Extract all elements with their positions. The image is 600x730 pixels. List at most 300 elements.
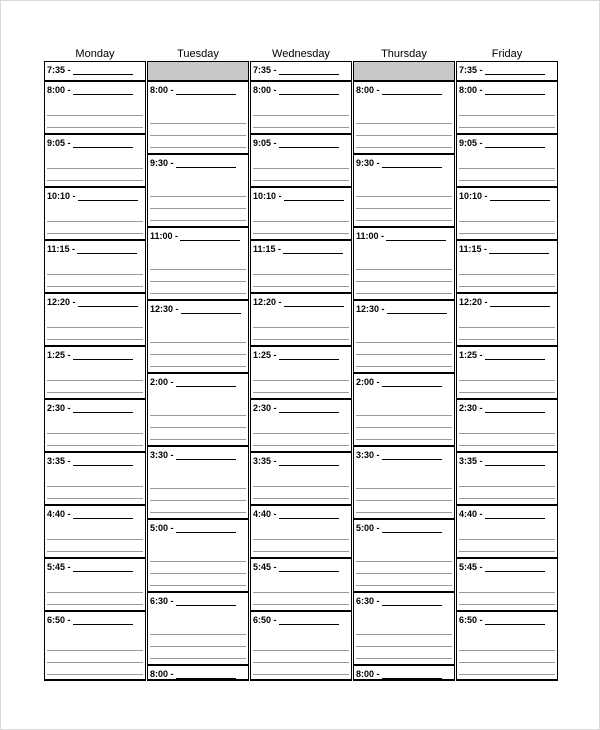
time-label: 1:25 -	[47, 350, 71, 360]
ruled-line	[150, 439, 246, 440]
time-label: 2:00 -	[150, 377, 174, 387]
time-slot[interactable]	[44, 452, 146, 505]
ruled-line	[253, 115, 349, 116]
time-slot-label	[356, 231, 446, 241]
blocked-slot	[353, 61, 455, 81]
ruled-line	[356, 415, 452, 416]
write-in-line[interactable]	[176, 378, 236, 387]
write-in-line[interactable]	[73, 616, 133, 625]
time-slot[interactable]	[250, 61, 352, 81]
ruled-line	[150, 573, 246, 574]
time-slot-label	[150, 85, 236, 95]
time-label: 6:50 -	[459, 615, 483, 625]
time-label: 2:30 -	[47, 403, 71, 413]
time-slot[interactable]	[44, 346, 146, 399]
write-in-line[interactable]	[284, 192, 344, 201]
write-in-line[interactable]	[485, 139, 545, 148]
time-slot[interactable]	[250, 346, 352, 399]
time-label: 4:40 -	[459, 509, 483, 519]
time-label: 9:05 -	[47, 138, 71, 148]
ruled-line	[459, 380, 555, 381]
ruled-line	[150, 208, 246, 209]
time-slot-label	[459, 350, 545, 360]
time-slot[interactable]	[456, 346, 558, 399]
ruled-line	[47, 327, 143, 328]
ruled-line	[47, 127, 143, 128]
time-label: 5:45 -	[47, 562, 71, 572]
ruled-line	[47, 115, 143, 116]
time-slot[interactable]	[456, 134, 558, 187]
ruled-line	[150, 488, 246, 489]
time-slot[interactable]	[456, 558, 558, 611]
ruled-line	[150, 512, 246, 513]
ruled-line	[253, 221, 349, 222]
time-slot[interactable]	[456, 187, 558, 240]
ruled-line	[459, 662, 555, 663]
time-slot[interactable]	[147, 81, 249, 154]
time-label: 9:30 -	[150, 158, 174, 168]
time-slot[interactable]	[456, 81, 558, 134]
time-slot-label	[356, 669, 442, 679]
time-label: 7:35 -	[47, 65, 71, 75]
write-in-line[interactable]	[73, 66, 133, 75]
time-label: 3:35 -	[47, 456, 71, 466]
ruled-line	[253, 539, 349, 540]
time-slot[interactable]	[44, 61, 146, 81]
blocked-slot	[147, 61, 249, 81]
ruled-line	[459, 168, 555, 169]
write-in-line[interactable]	[382, 524, 442, 533]
day-header-friday: Friday	[491, 48, 523, 60]
time-slot[interactable]	[44, 240, 146, 293]
time-slot[interactable]	[456, 61, 558, 81]
time-slot-label	[253, 138, 339, 148]
time-slot[interactable]	[44, 134, 146, 187]
time-slot-label	[459, 138, 545, 148]
ruled-line	[253, 180, 349, 181]
ruled-line	[459, 674, 555, 675]
ruled-line	[47, 233, 143, 234]
ruled-line	[356, 281, 452, 282]
time-slot[interactable]	[353, 446, 455, 519]
time-slot-label	[356, 158, 442, 168]
write-in-line[interactable]	[485, 616, 545, 625]
write-in-line[interactable]	[485, 510, 545, 519]
ruled-line	[47, 286, 143, 287]
write-in-line[interactable]	[181, 305, 241, 314]
time-slot[interactable]	[147, 373, 249, 446]
ruled-line	[47, 274, 143, 275]
time-label: 1:25 -	[253, 350, 277, 360]
ruled-line	[459, 539, 555, 540]
day-header-tuesday: Tuesday	[177, 48, 219, 60]
ruled-line	[47, 221, 143, 222]
write-in-line[interactable]	[73, 86, 133, 95]
time-label: 8:00 -	[356, 85, 380, 95]
day-column-friday	[456, 61, 558, 681]
time-label: 11:15 -	[253, 244, 282, 254]
time-slot[interactable]	[44, 293, 146, 346]
write-in-line[interactable]	[382, 670, 442, 679]
time-slot[interactable]	[250, 399, 352, 452]
ruled-line	[150, 269, 246, 270]
time-slot-label	[459, 509, 545, 519]
write-in-line[interactable]	[279, 457, 339, 466]
time-label: 12:20 -	[253, 297, 282, 307]
write-in-line[interactable]	[382, 451, 442, 460]
time-slot[interactable]	[353, 300, 455, 373]
ruled-line	[253, 380, 349, 381]
ruled-line	[459, 392, 555, 393]
day-column-wednesday	[250, 61, 352, 681]
ruled-line	[459, 551, 555, 552]
time-label: 3:30 -	[150, 450, 174, 460]
column-bottom-border	[250, 679, 352, 681]
time-slot[interactable]	[250, 134, 352, 187]
time-slot[interactable]	[147, 592, 249, 665]
time-slot[interactable]	[456, 399, 558, 452]
ruled-line	[356, 427, 452, 428]
ruled-line	[356, 512, 452, 513]
time-label: 2:00 -	[356, 377, 380, 387]
time-slot[interactable]	[147, 227, 249, 300]
ruled-line	[150, 196, 246, 197]
ruled-line	[356, 342, 452, 343]
ruled-line	[47, 445, 143, 446]
time-slot-label	[47, 244, 137, 254]
write-in-line[interactable]	[279, 510, 339, 519]
write-in-line[interactable]	[78, 192, 138, 201]
time-slot-label	[150, 231, 240, 241]
time-slot-label	[253, 65, 339, 75]
ruled-line	[356, 500, 452, 501]
ruled-line	[47, 498, 143, 499]
write-in-line[interactable]	[73, 139, 133, 148]
ruled-line	[253, 551, 349, 552]
time-slot[interactable]	[353, 81, 455, 154]
time-label: 4:40 -	[47, 509, 71, 519]
ruled-line	[356, 147, 452, 148]
ruled-line	[253, 233, 349, 234]
write-in-line[interactable]	[485, 563, 545, 572]
time-slot-label	[150, 596, 236, 606]
write-in-line[interactable]	[485, 404, 545, 413]
ruled-line	[150, 415, 246, 416]
write-in-line[interactable]	[180, 232, 240, 241]
time-label: 3:30 -	[356, 450, 380, 460]
time-label: 7:35 -	[459, 65, 483, 75]
time-label: 6:30 -	[356, 596, 380, 606]
ruled-line	[459, 274, 555, 275]
time-slot-label	[459, 562, 545, 572]
time-slot[interactable]	[456, 452, 558, 505]
time-slot[interactable]	[250, 505, 352, 558]
write-in-line[interactable]	[382, 159, 442, 168]
write-in-line[interactable]	[382, 597, 442, 606]
ruled-line	[459, 604, 555, 605]
ruled-line	[356, 196, 452, 197]
time-slot-label	[47, 562, 133, 572]
write-in-line[interactable]	[387, 305, 447, 314]
time-label: 5:00 -	[150, 523, 174, 533]
ruled-line	[459, 339, 555, 340]
ruled-line	[150, 147, 246, 148]
time-slot[interactable]	[353, 154, 455, 227]
write-in-line[interactable]	[279, 404, 339, 413]
time-label: 12:30 -	[356, 304, 385, 314]
ruled-line	[47, 392, 143, 393]
write-in-line[interactable]	[485, 66, 545, 75]
time-slot-label	[47, 65, 133, 75]
ruled-line	[47, 551, 143, 552]
time-label: 6:50 -	[253, 615, 277, 625]
ruled-line	[459, 498, 555, 499]
write-in-line[interactable]	[73, 351, 133, 360]
time-slot-label	[356, 523, 442, 533]
write-in-line[interactable]	[489, 245, 549, 254]
time-slot-label	[459, 65, 545, 75]
ruled-line	[253, 339, 349, 340]
time-slot[interactable]	[250, 452, 352, 505]
column-bottom-border	[147, 679, 249, 681]
ruled-line	[356, 561, 452, 562]
time-label: 11:15 -	[459, 244, 488, 254]
time-slot[interactable]	[250, 611, 352, 681]
ruled-line	[47, 339, 143, 340]
time-slot[interactable]	[353, 592, 455, 665]
time-slot[interactable]	[147, 519, 249, 592]
ruled-line	[150, 281, 246, 282]
ruled-line	[253, 498, 349, 499]
day-header-thursday: Thursday	[381, 48, 427, 60]
time-slot[interactable]	[44, 187, 146, 240]
ruled-line	[253, 327, 349, 328]
time-slot-label	[150, 158, 236, 168]
write-in-line[interactable]	[176, 597, 236, 606]
time-slot-label	[253, 297, 344, 307]
ruled-line	[47, 380, 143, 381]
ruled-line	[150, 366, 246, 367]
time-slot[interactable]	[353, 227, 455, 300]
time-slot[interactable]	[147, 446, 249, 519]
time-label: 12:30 -	[150, 304, 179, 314]
ruled-line	[150, 585, 246, 586]
time-label: 6:30 -	[150, 596, 174, 606]
ruled-line	[459, 115, 555, 116]
time-slot[interactable]	[250, 81, 352, 134]
time-slot-label	[150, 377, 236, 387]
time-label: 9:05 -	[459, 138, 483, 148]
ruled-line	[47, 650, 143, 651]
write-in-line[interactable]	[73, 510, 133, 519]
ruled-line	[459, 221, 555, 222]
ruled-line	[459, 592, 555, 593]
write-in-line[interactable]	[386, 232, 446, 241]
write-in-line[interactable]	[78, 298, 138, 307]
time-slot[interactable]	[353, 519, 455, 592]
time-slot[interactable]	[44, 611, 146, 681]
write-in-line[interactable]	[279, 139, 339, 148]
write-in-line[interactable]	[176, 451, 236, 460]
write-in-line[interactable]	[73, 457, 133, 466]
ruled-line	[253, 274, 349, 275]
ruled-line	[356, 293, 452, 294]
write-in-line[interactable]	[485, 86, 545, 95]
write-in-line[interactable]	[279, 616, 339, 625]
time-label: 11:00 -	[356, 231, 385, 241]
write-in-line[interactable]	[485, 351, 545, 360]
time-slot[interactable]	[147, 154, 249, 227]
time-label: 2:30 -	[459, 403, 483, 413]
ruled-line	[459, 233, 555, 234]
ruled-line	[47, 662, 143, 663]
write-in-line[interactable]	[382, 378, 442, 387]
ruled-line	[150, 561, 246, 562]
write-in-line[interactable]	[485, 457, 545, 466]
ruled-line	[150, 293, 246, 294]
ruled-line	[459, 433, 555, 434]
ruled-line	[253, 674, 349, 675]
ruled-line	[253, 127, 349, 128]
day-column-monday	[44, 61, 146, 681]
ruled-line	[356, 354, 452, 355]
ruled-line	[253, 650, 349, 651]
time-slot-label	[47, 85, 133, 95]
time-label: 8:00 -	[459, 85, 483, 95]
ruled-line	[356, 646, 452, 647]
time-slot[interactable]	[44, 558, 146, 611]
write-in-line[interactable]	[279, 86, 339, 95]
ruled-line	[150, 646, 246, 647]
ruled-line	[459, 650, 555, 651]
time-slot[interactable]	[353, 373, 455, 446]
ruled-line	[356, 135, 452, 136]
ruled-line	[47, 539, 143, 540]
time-slot-label	[356, 596, 442, 606]
write-in-line[interactable]	[176, 670, 236, 679]
time-slot-label	[150, 523, 236, 533]
write-in-line[interactable]	[284, 298, 344, 307]
ruled-line	[356, 658, 452, 659]
time-slot[interactable]	[250, 293, 352, 346]
write-in-line[interactable]	[73, 404, 133, 413]
time-label: 9:30 -	[356, 158, 380, 168]
time-slot[interactable]	[456, 240, 558, 293]
time-label: 1:25 -	[459, 350, 483, 360]
write-in-line[interactable]	[176, 86, 236, 95]
ruled-line	[150, 342, 246, 343]
time-slot-label	[356, 304, 447, 314]
time-label: 8:00 -	[150, 85, 174, 95]
time-slot[interactable]	[44, 81, 146, 134]
ruled-line	[459, 327, 555, 328]
time-slot-label	[356, 377, 442, 387]
time-label: 8:00 -	[356, 669, 380, 679]
ruled-line	[356, 366, 452, 367]
write-in-line[interactable]	[279, 66, 339, 75]
day-column-tuesday	[147, 61, 249, 681]
time-slot[interactable]	[250, 558, 352, 611]
ruled-line	[47, 592, 143, 593]
time-label: 12:20 -	[47, 297, 76, 307]
time-slot-label	[459, 297, 550, 307]
ruled-line	[47, 604, 143, 605]
ruled-line	[253, 168, 349, 169]
time-label: 8:00 -	[47, 85, 71, 95]
time-slot-label	[253, 191, 344, 201]
time-label: 3:35 -	[253, 456, 277, 466]
time-slot-label	[459, 456, 545, 466]
time-slot[interactable]	[456, 505, 558, 558]
ruled-line	[459, 180, 555, 181]
time-slot[interactable]	[456, 293, 558, 346]
time-slot-label	[47, 297, 138, 307]
time-slot[interactable]	[250, 240, 352, 293]
time-label: 9:05 -	[253, 138, 277, 148]
time-label: 7:35 -	[253, 65, 277, 75]
write-in-line[interactable]	[490, 298, 550, 307]
ruled-line	[150, 500, 246, 501]
time-slot[interactable]	[456, 611, 558, 681]
column-bottom-border	[44, 679, 146, 681]
write-in-line[interactable]	[176, 159, 236, 168]
write-in-line[interactable]	[279, 351, 339, 360]
time-label: 5:45 -	[459, 562, 483, 572]
time-slot[interactable]	[147, 300, 249, 373]
time-slot[interactable]	[44, 399, 146, 452]
ruled-line	[150, 658, 246, 659]
ruled-line	[459, 486, 555, 487]
time-slot-label	[459, 403, 545, 413]
time-slot-label	[47, 350, 133, 360]
time-slot[interactable]	[44, 505, 146, 558]
time-label: 10:10 -	[459, 191, 488, 201]
day-header-monday: Monday	[75, 48, 115, 60]
time-slot-label	[47, 191, 138, 201]
time-label: 12:20 -	[459, 297, 488, 307]
write-in-line[interactable]	[77, 245, 137, 254]
write-in-line[interactable]	[490, 192, 550, 201]
ruled-line	[253, 433, 349, 434]
time-slot-label	[356, 450, 442, 460]
ruled-line	[356, 208, 452, 209]
ruled-line	[356, 573, 452, 574]
time-slot-label	[253, 85, 339, 95]
write-in-line[interactable]	[283, 245, 343, 254]
time-label: 10:10 -	[47, 191, 76, 201]
write-in-line[interactable]	[382, 86, 442, 95]
ruled-line	[356, 439, 452, 440]
time-slot-label	[253, 244, 343, 254]
ruled-line	[47, 180, 143, 181]
time-slot-label	[459, 244, 549, 254]
time-slot-label	[459, 191, 550, 201]
ruled-line	[459, 445, 555, 446]
time-slot-label	[253, 456, 339, 466]
time-slot[interactable]	[250, 187, 352, 240]
column-bottom-border	[456, 679, 558, 681]
time-slot-label	[253, 615, 339, 625]
time-label: 8:00 -	[150, 669, 174, 679]
time-label: 6:50 -	[47, 615, 71, 625]
time-slot-label	[356, 85, 442, 95]
write-in-line[interactable]	[176, 524, 236, 533]
time-label: 11:15 -	[47, 244, 76, 254]
write-in-line[interactable]	[73, 563, 133, 572]
write-in-line[interactable]	[279, 563, 339, 572]
ruled-line	[356, 123, 452, 124]
time-slot-label	[47, 509, 133, 519]
